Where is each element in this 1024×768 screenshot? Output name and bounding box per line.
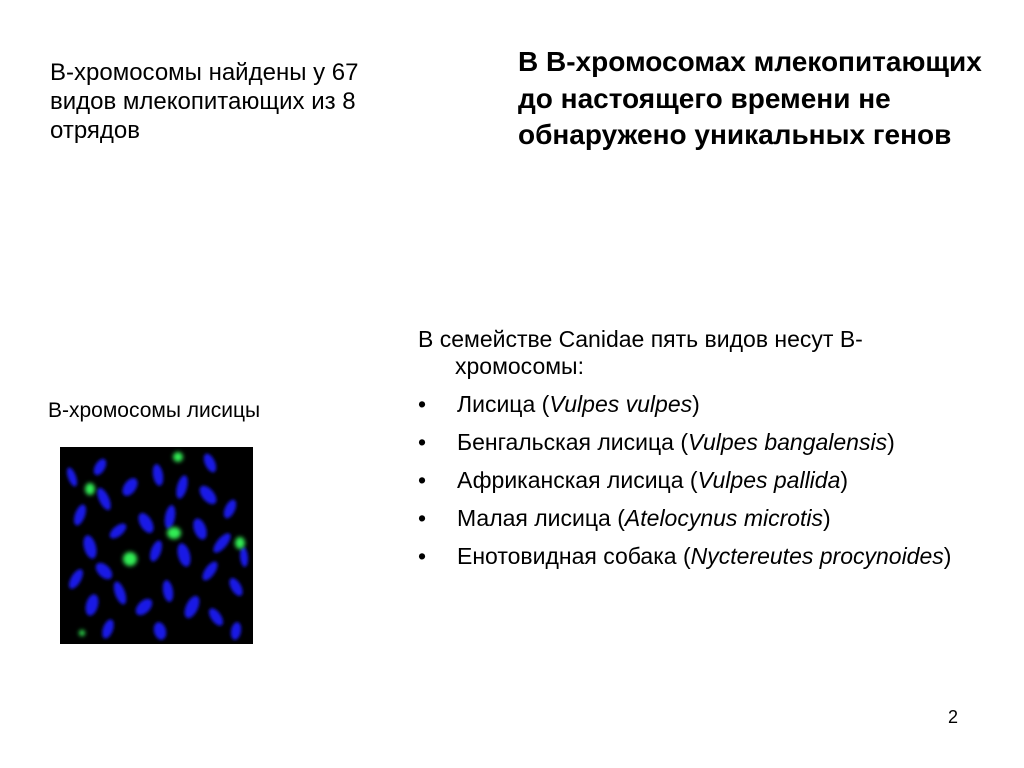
species-latin-name: Atelocynus microtis xyxy=(624,505,824,531)
right-heading: В В-хромосомах млекопитающих до настоящего времени не обнаружено уникальных генов xyxy=(518,46,982,150)
canidae-list-block xyxy=(418,326,978,581)
photo-caption: В-хромосомы лисицы xyxy=(48,399,261,422)
species-latin-name: Vulpes vulpes xyxy=(549,391,693,417)
page-number: 2 xyxy=(948,707,959,727)
species-item-4: • Малая лисица (Atelocynus microtis) xyxy=(418,505,831,531)
species-common-name: Бенгальская лисица xyxy=(457,429,674,455)
species-common-name: Африканская лисица xyxy=(457,467,684,493)
species-item-3: • Африканская лисица (Vulpes pallida) xyxy=(418,467,849,493)
micrograph-image xyxy=(60,447,253,644)
bullet-icon: • xyxy=(418,505,427,531)
species-latin-name: Nyctereutes procynoides xyxy=(690,543,944,569)
species-common-name: Лисица xyxy=(457,391,536,417)
bullet-icon: • xyxy=(418,467,427,493)
list-intro: В семействе Canidae пять видов несут В-хромосомы: xyxy=(418,326,863,379)
bullet-icon: • xyxy=(418,543,427,569)
left-statement: В-хромосомы найдены у 67 видов млекопитающих из 8 отрядов xyxy=(50,59,359,144)
bullet-icon: • xyxy=(418,429,427,455)
bullet-icon: • xyxy=(418,391,427,417)
species-common-name: Енотовидная собака xyxy=(457,543,677,569)
species-common-name: Малая лисица xyxy=(457,505,611,531)
species-latin-name: Vulpes pallida xyxy=(697,467,841,493)
species-item-2: • Бенгальская лисица (Vulpes bangalensis) xyxy=(418,429,895,455)
species-item-1: • Лисица (Vulpes vulpes) xyxy=(418,391,700,417)
species-latin-name: Vulpes bangalensis xyxy=(688,429,888,455)
species-item-5: • Енотовидная собака (Nyctereutes procynoides) xyxy=(418,543,952,569)
species-list xyxy=(418,391,978,570)
fox-chromosome-micrograph xyxy=(60,447,253,644)
